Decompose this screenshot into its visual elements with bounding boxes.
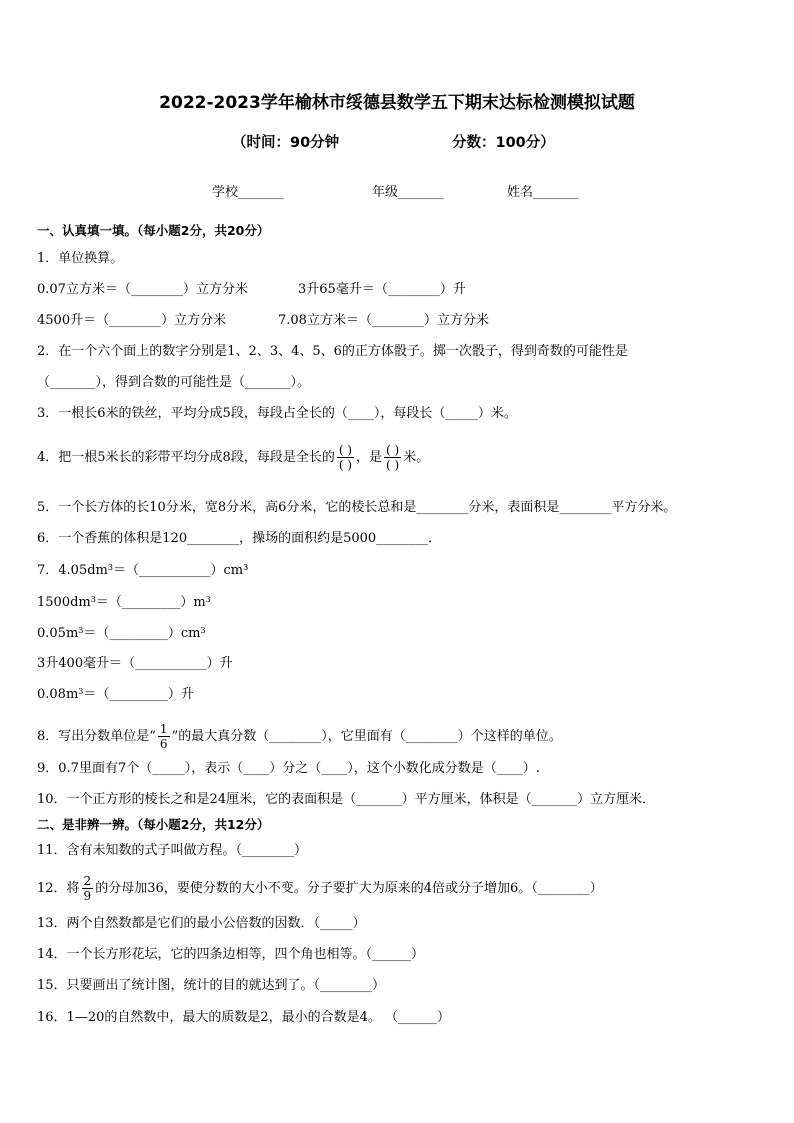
name-field: 姓名_______ <box>507 185 579 200</box>
fraction-numerator: ( ) <box>338 443 353 457</box>
fraction-blank-2 <box>384 443 401 472</box>
question-1: 1．单位换算。 <box>37 251 124 266</box>
question-10: 10．一个正方形的棱长之和是24厘米，它的表面积是（_______）平方厘米，体积是（_______）立方厘米． <box>37 792 656 807</box>
question-4-end: 米。 <box>403 450 430 465</box>
question-3: 3．一根长6米的铁丝，平均分成5段，每段占全长的（____），每段长（_____）米。 <box>37 406 517 421</box>
exam-time: （时间：90分钟 <box>232 135 340 151</box>
question-5: 5．一个长方体的长10分米，宽8分米，高6分米，它的棱长总和是________分米，表面积是________平方分米。 <box>37 500 677 515</box>
fraction-blank-1 <box>337 443 354 472</box>
question-11: 11．含有未知数的式子叫做方程。（________） <box>37 843 308 858</box>
question-1a: 0.07立方米＝（________）立方分米 <box>37 282 248 297</box>
school-field: 学校_______ <box>212 185 284 200</box>
question-13: 13．两个自然数都是它们的最小公倍数的因数．（_____） <box>37 916 366 931</box>
question-9: 9．0.7里面有7个（_____），表示（____）分之（____），这个小数化成分数是（____）. <box>37 761 540 776</box>
question-15: 15．只要画出了统计图，统计的目的就达到了。（________） <box>37 978 386 993</box>
question-4-text: 4．把一根5米长的彩带平均分成8段，每段是全长的 <box>37 450 335 465</box>
question-7a: 7．$4.05dm^3=(\_\_\_\_\_\_\_\_\_\_\_)cm^3$ <box>37 563 249 578</box>
grade-field: 年级_______ <box>372 185 444 200</box>
fraction-denominator: ( ) <box>386 458 400 472</box>
question-1b: 3升65毫升＝（________）升 <box>298 282 466 297</box>
question-7c: $0.05m^3=(\_\_\_\_\_\_\_\_\_)cm^3$ <box>37 626 206 641</box>
question-2-line-2: （_______），得到合数的可能性是（_______）。 <box>37 375 311 390</box>
question-4 <box>37 443 429 472</box>
fraction-two-ninths: $\frac{2}{9}$ <box>83 874 92 903</box>
page-title: 2022-2023学年榆林市绥德县数学五下期末达标检测模拟试题 <box>159 93 635 113</box>
question-1c: 4500升＝（________）立方分米 <box>37 313 227 328</box>
section-1-heading: 一、认真填一填。（每小题2分，共20分） <box>37 223 270 238</box>
question-1d: 7.08立方米＝（________）立方分米 <box>278 313 489 328</box>
exam-score: 分数：100分） <box>452 135 555 151</box>
question-2-line-1: 2．在一个六个面上的数字分别是1、2、3、4、5、6的正方体骰子。掷一次骰子，得到奇数的可能性是 <box>37 344 628 359</box>
section-2-heading: 二、是非辨一辨。（每小题2分，共12分） <box>37 817 270 832</box>
fraction-one-sixth: $\frac{1}{6}$ <box>159 722 168 751</box>
question-16: 16．1—20的自然数中，最大的质数是2，最小的合数是4。 （______） <box>37 1010 451 1025</box>
fraction-denominator: ( ) <box>338 458 353 472</box>
question-7e: $0.08m^3=(\_\_\_\_\_\_\_\_\_)$升 <box>37 687 194 702</box>
question-7d: 3升400毫升＝（___________）升 <box>37 656 233 671</box>
question-4-mid: ，是 <box>356 450 383 465</box>
question-7b: $1500dm^3=(\_\_\_\_\_\_\_\_\_)m^3$ <box>37 595 211 610</box>
question-6: 6．一个香蕉的体积是120________，操场的面积约是5000________． <box>37 531 442 546</box>
question-8: 8．写出分数单位是“ $\frac{1}{6}$ ”的最大真分数（________），它里面有（________）个这样的单位。 <box>37 722 562 751</box>
question-14: 14．一个长方形花坛，它的四条边相等，四个角也相等。（______） <box>37 947 425 962</box>
fraction-numerator: ( ) <box>386 443 400 457</box>
question-12: 12．将 $\frac{2}{9}$ 的分母加36，要使分数的大小不变。分子要扩大为原来的4倍或分子增加6。（________） <box>37 874 603 903</box>
